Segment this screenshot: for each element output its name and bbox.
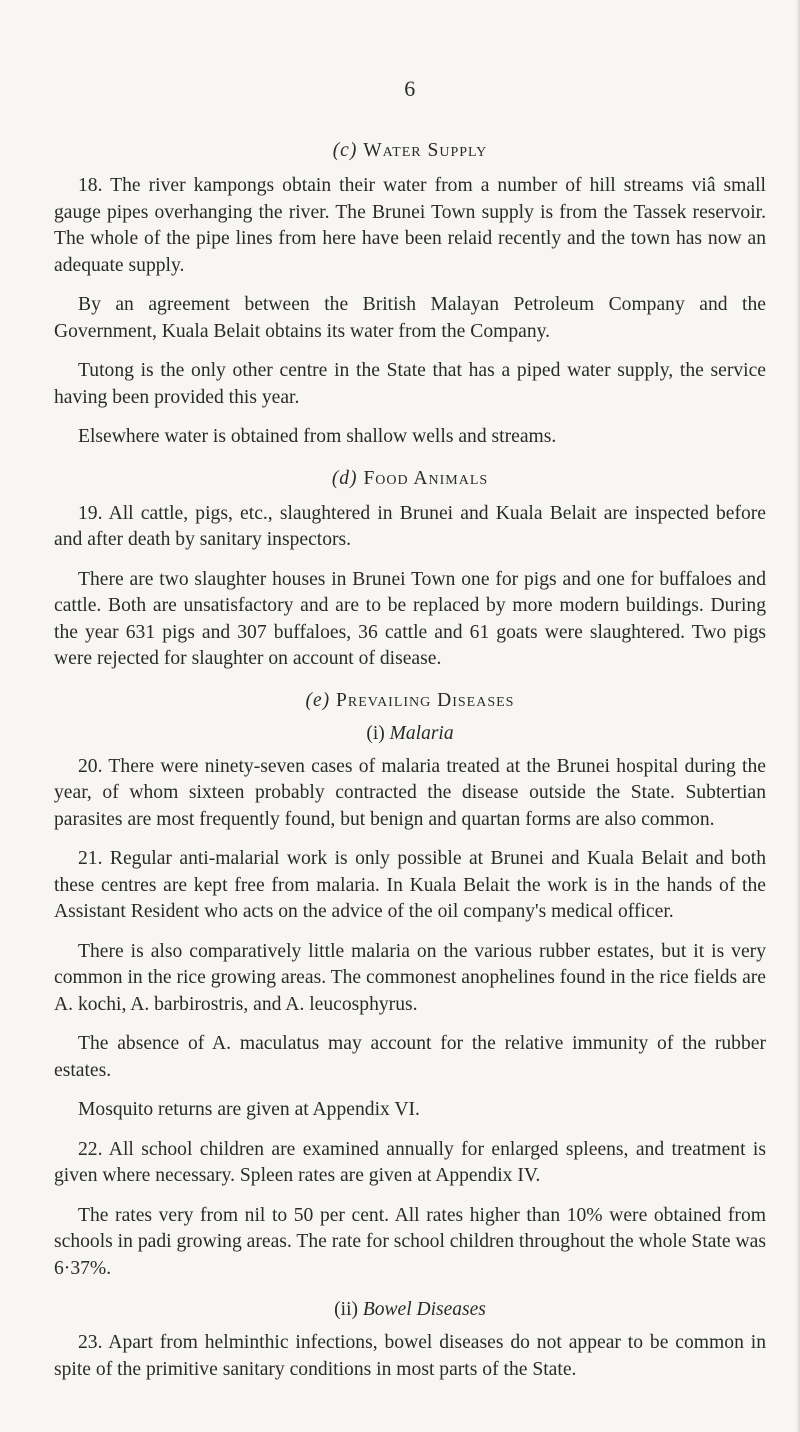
paragraph-23: 23. Apart from helminthic infections, bowel diseases do not appear to be common in spite of the primitive sanitary conditions in most parts of the State. <box>54 1332 766 1380</box>
paragraph-19: 19. All cattle, pigs, etc., slaughtered in Brunei and Kuala Belait are inspected before and after death by sanitary inspectors. <box>54 502 766 550</box>
section-title: Water Supply <box>363 140 488 161</box>
section-heading-prevailing-diseases <box>54 690 766 712</box>
document-page <box>54 76 766 1396</box>
paragraph-tutong: Tutong is the only other centre in the State that has a piped water supply, the service having been provided this year. <box>54 360 766 408</box>
paragraph-elsewhere: Elsewhere water is obtained from shallow wells and streams. <box>78 426 557 447</box>
paragraph-agreement: By an agreement between the British Malayan Petroleum Company and the Government, Kuala Belait obtains its water from the Company. <box>54 294 766 342</box>
section-title: Food Animals <box>363 467 489 489</box>
subheading-bowel-diseases <box>54 1299 766 1321</box>
paragraph-20: 20. There were ninety-seven cases of malaria treated at the Brunei hospital during the year, of whom sixteen probably contracted the disease outside the State. Subtertian parasites are most frequently found, but benign and quartan forms are also common. <box>54 755 766 830</box>
section-heading-water-supply <box>54 140 766 162</box>
paragraph-maculatus: The absence of A. maculatus may account for the relative immunity of the rubber estates. <box>54 1033 766 1081</box>
section-heading-food-animals <box>54 468 766 490</box>
section-letter: (c) <box>332 140 358 161</box>
paragraph-mosquito-returns: Mosquito returns are given at Appendix VI. <box>78 1099 420 1120</box>
subheading-malaria <box>54 723 766 745</box>
subheading-title: Malaria <box>389 722 454 744</box>
paragraph-22: 22. All school children are examined annually for enlarged spleens, and treatment is given where necessary. Spleen rates are given at Appendix IV. <box>54 1138 766 1186</box>
paragraph-slaughter-houses: There are two slaughter houses in Brunei Town one for pigs and one for buffaloes and cattle. Both are unsatisfactory and are to be replaced by more modern buildings. During the year 631 pigs and 307 buffaloes, 36 cattle and 61 goats were slaughtered. Two pigs were rejected for slaughter on account of disease. <box>54 568 766 669</box>
paragraph-rubber-estates: There is also comparatively little malaria on the various rubber estates, but it is very common in the rice growing areas. The commonest anophelines found in the rice fields are A. kochi, A. barbirostris, and A. leucosphyrus. <box>54 940 766 1015</box>
subheading-title: Bowel Diseases <box>362 1299 486 1320</box>
page-edge-shadow <box>796 0 800 1432</box>
paragraph-21: 21. Regular anti-malarial work is only possible at Brunei and Kuala Belait and both these centres are kept free from malaria. In Kuala Belait the work is in the hands of the Assistant Resident who acts on the advice of the oil company's medical officer. <box>54 848 766 922</box>
subheading-number: (ii) <box>334 1299 358 1320</box>
subheading-number: (i) <box>366 722 385 744</box>
section-title: Prevailing Diseases <box>336 689 515 711</box>
paragraph-18: 18. The river kampongs obtain their water from a number of hill streams viâ small gauge pipes overhanging the river. The Brunei Town supply is from the Tassek reservoir. The whole of the pipe lines from here have been relaid recently and the town has now an adequate supply. <box>54 175 766 276</box>
paragraph-rates: The rates very from nil to 50 per cent. All rates higher than 10% were obtained from schools in padi growing areas. The rate for school children throughout the whole State was 6·37%. <box>54 1204 766 1279</box>
section-letter: (d) <box>331 467 358 489</box>
page-number: 6 <box>404 76 416 101</box>
section-letter: (e) <box>305 689 331 711</box>
